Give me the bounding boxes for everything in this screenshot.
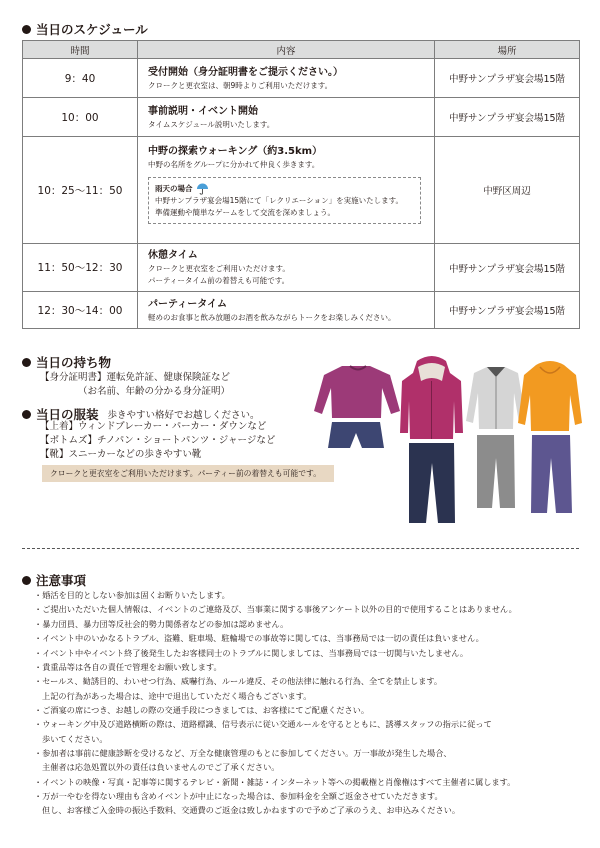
row-time: 9：40: [23, 59, 138, 98]
list-item: ・ 婚活を目的としない参加は固くお断りいたします。: [34, 588, 594, 602]
row-desc: クロークと更衣室は、朝9時よりご利用いただけます。: [148, 80, 333, 90]
notes-list: [34, 588, 594, 818]
pants-icon: [477, 435, 515, 508]
row-title: 受付開始（身分証明書をご提示ください。）: [148, 66, 343, 78]
table-row: [23, 244, 580, 292]
rain-plan-box: [148, 177, 421, 224]
row-content: [138, 59, 435, 98]
list-item: ・ 参加者は事前に健康診断を受けるなど、万全な健康管理のもとに参加してください。万一事故が発生した場合、 主催者は応急処置以外の責任は負いませんのでご了承ください。: [34, 746, 594, 774]
belongings-label: 【身分証明書】: [40, 372, 107, 383]
row-desc: 中野の名所をグループに分かれて仲良く歩きます。: [148, 160, 320, 169]
belongings-text: 運転免許証、健康保険証など: [106, 372, 231, 383]
list-item: ・ イベントの映像・写真・記事等に関するテレビ・新聞・雑誌・インターネット等への掲載権と肖像権はすべて主催者に属します。: [34, 775, 594, 789]
umbrella-icon: [196, 183, 209, 195]
list-item: ・ セールス、勧誘目的、わいせつ行為、威嚇行為、ルール違反、その他法律に触れる行為、全てを禁止します。 上記の行為があった場合は、途中で退出していただく場合もございます。: [34, 674, 594, 702]
row-content: [138, 98, 435, 137]
row-title: 事前説明・イベント開始: [148, 105, 258, 117]
row-time: 12：30〜14：00: [23, 292, 138, 329]
row-desc: タイムスケジュール説明いたします。: [148, 119, 275, 129]
clothing-text: チノパン・ショートパンツ・ジャージなど: [97, 435, 276, 446]
row-content: [138, 292, 435, 329]
clothing-item: [40, 420, 266, 434]
rain-title: 雨天の場合: [155, 184, 193, 193]
jeans-icon: [409, 443, 455, 523]
row-title: 中野の探索ウォーキング（約3.5km）: [148, 146, 323, 157]
list-item: ・ 暴力団員、暴力団等反社会的勢力関係者などの参加は認めません。: [34, 617, 594, 631]
hoodie-icon: [518, 361, 582, 431]
row-time: 11：50〜12：30: [23, 244, 138, 292]
row-place: 中野サンプラザ宴会場15階: [435, 244, 580, 292]
rain-desc: 中野サンプラザ宴会場15階にて「レクリエーション」を実施いたします。: [155, 196, 403, 205]
belongings-note: （お名前、年齢の分かる身分証明）: [78, 386, 231, 397]
bullet-icon: [22, 358, 31, 367]
row-content: [138, 244, 435, 292]
rain-heading: [155, 182, 414, 195]
schedule-table: [22, 40, 580, 329]
clothing-title: 当日の服装: [36, 407, 99, 422]
belongings-heading: [22, 353, 111, 371]
rain-desc: 準備運動や簡単なゲームをして交流を深めましょう。: [155, 208, 335, 217]
bullet-icon: [22, 25, 31, 34]
table-header-row: [23, 41, 580, 59]
list-item: ・ ご提出いただいた個人情報は、イベントのご連絡及び、当事業に関する事後アンケート以外の目的で使用することはありません。: [34, 602, 594, 616]
notes-heading: [22, 571, 86, 589]
sweatpants-icon: [531, 435, 572, 513]
row-content: [138, 137, 435, 244]
clothing-subtitle: 歩きやすい格好でお越しください。: [107, 410, 260, 421]
list-item: ・ イベント中のいかなるトラブル、盗難、駐車場、駐輪場での事故等に関しては、当事務局では一切の責任は負いません。: [34, 631, 594, 645]
clothing-text: スニーカーなどの歩きやすい靴: [68, 449, 202, 460]
row-place: 中野サンプラザ宴会場15階: [435, 292, 580, 329]
row-time: 10：25〜11：50: [23, 137, 138, 244]
clothing-label: 【ボトムズ】: [40, 435, 98, 446]
list-item: ・ ウォーキング中及び道路横断の際は、道路標識、信号表示に従い交通ルールを守るとともに、誘導スタッフの指示に従って 歩いてください。: [34, 717, 594, 745]
shorts-icon: [328, 422, 384, 448]
header-time: 時間: [23, 41, 138, 59]
row-desc: 軽めのお食事と飲み放題のお酒を飲みながらトークをお楽しみください。: [148, 312, 396, 322]
table-row: [23, 292, 580, 329]
clothing-item: [40, 434, 275, 448]
bullet-icon: [22, 410, 31, 419]
list-item: ・ 万が一やむを得ない理由も含めイベントが中止になった場合は、参加料金を全額ご返金させていただきます。 但し、お客様ご入金時の振込手数料、交通費のご返金は致しかねますので予めご了承のうえ、お申込みください。: [34, 789, 594, 817]
row-place: 中野サンプラザ宴会場15階: [435, 98, 580, 137]
sweater-icon: [314, 366, 400, 418]
jacket-icon: [466, 367, 526, 429]
row-title: 休憩タイム: [148, 250, 198, 261]
table-row: [23, 98, 580, 137]
notes-title: 注意事項: [36, 573, 87, 588]
clothing-text: ウィンドブレーカー・パーカー・ダウンなど: [78, 421, 267, 432]
list-item: ・ ご酒宴の席につき、お越しの際の交通手段につきましては、お客様にてご配慮ください。: [34, 703, 594, 717]
table-row: [23, 59, 580, 98]
parka-icon: [400, 356, 463, 439]
clothing-label: 【上着】: [40, 421, 79, 432]
clothing-illustration: [314, 353, 584, 523]
belongings-line: [40, 371, 230, 385]
row-title: パーティータイム: [148, 298, 227, 310]
clothing-label: 【靴】: [40, 449, 69, 460]
table-row: [23, 137, 580, 244]
bullet-icon: [22, 576, 31, 585]
schedule-title: 当日のスケジュール: [36, 22, 148, 37]
belongings-title: 当日の持ち物: [36, 355, 112, 370]
row-desc: クロークと更衣室をご利用いただけます。: [148, 264, 290, 273]
section-divider: [22, 548, 579, 549]
schedule-heading: [22, 20, 148, 38]
row-place: 中野区周辺: [435, 137, 580, 244]
list-item: ・ イベント中やイベント終了後発生したお客様同士のトラブルに関しましては、当事務局では一切関与いたしません。: [34, 646, 594, 660]
cloak-note: クロークと更衣室をご利用いただけます。パーティー前の着替えも可能です。: [42, 465, 334, 482]
row-place: 中野サンプラザ宴会場15階: [435, 59, 580, 98]
clothing-item: [40, 448, 201, 462]
header-content: 内容: [138, 41, 435, 59]
header-place: 場所: [435, 41, 580, 59]
row-desc: パーティータイム前の着替えも可能です。: [148, 276, 290, 285]
list-item: ・ 貴重品等は各自の責任で管理をお願い致します。: [34, 660, 594, 674]
row-time: 10：00: [23, 98, 138, 137]
